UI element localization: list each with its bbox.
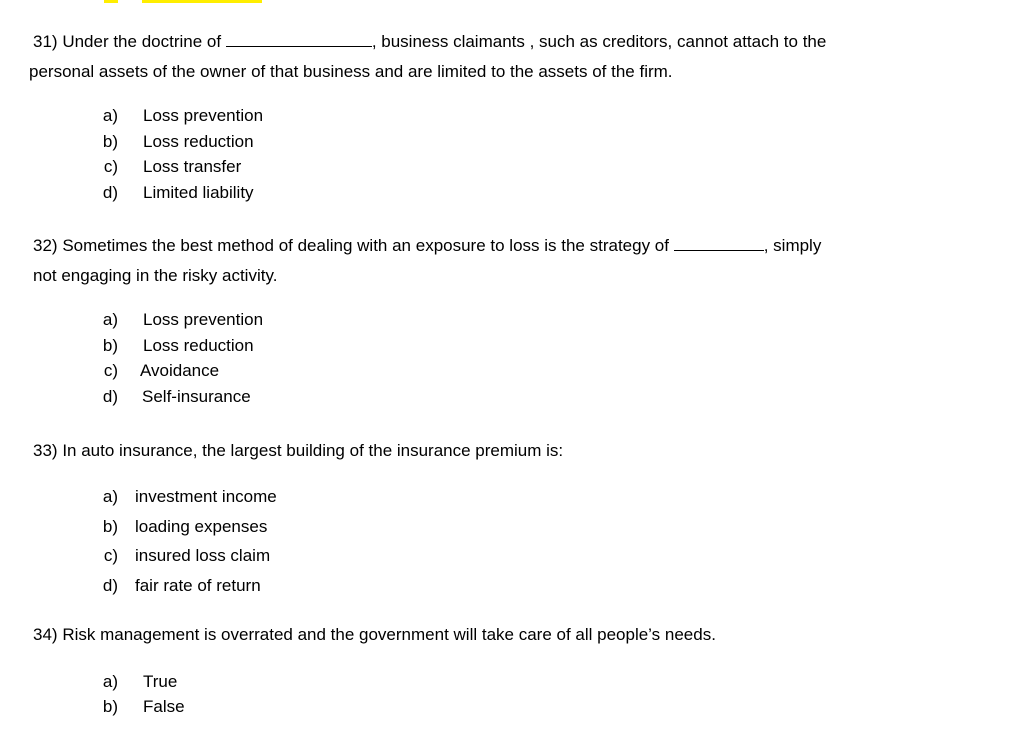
stem-text-after-blank: , simply — [763, 236, 822, 255]
option-text: Self-insurance — [142, 386, 251, 406]
option-item[interactable] — [100, 546, 271, 576]
question-number: 32) — [33, 236, 58, 255]
stem-text-line2: not engaging in the risky activity. — [33, 266, 278, 285]
stem-text-line2: personal assets of the owner of that business and are limited to the assets of the firm. — [29, 62, 673, 81]
option-text: investment income — [135, 487, 277, 506]
option-letter: a) — [102, 106, 118, 125]
option-text: False — [143, 696, 185, 716]
question-number: 33) — [33, 441, 58, 460]
option-letter: b) — [102, 516, 118, 536]
option-letter: d) — [102, 575, 118, 595]
option-text: fair rate of return — [135, 575, 261, 595]
option-text: Avoidance — [140, 361, 220, 380]
option-letter: c) — [103, 546, 118, 565]
option-letter: c) — [103, 361, 118, 380]
option-letter: b) — [102, 696, 118, 716]
option-item[interactable] — [100, 696, 185, 722]
option-item[interactable] — [100, 131, 254, 158]
highlight-mark-left — [104, 0, 118, 3]
option-letter: d) — [102, 386, 118, 406]
question-34-options — [100, 672, 185, 721]
option-item[interactable] — [100, 361, 220, 387]
option-item[interactable] — [100, 386, 251, 413]
option-item[interactable] — [100, 575, 261, 606]
option-text: Loss reduction — [143, 131, 254, 151]
answer-blank — [674, 236, 764, 251]
stem-text: Risk management is overrated and the government will take care of all people’s needs. — [62, 625, 716, 644]
option-text: Loss prevention — [143, 310, 264, 329]
answer-blank — [226, 32, 372, 47]
option-item[interactable] — [100, 182, 254, 209]
option-item[interactable] — [100, 106, 264, 132]
option-item[interactable] — [100, 487, 277, 517]
option-letter: a) — [102, 672, 118, 691]
question-31-options — [100, 106, 264, 208]
option-text: loading expenses — [135, 516, 268, 536]
option-item[interactable] — [100, 516, 268, 547]
question-33-stem — [33, 436, 563, 466]
option-text: True — [143, 672, 178, 691]
option-text: Limited liability — [143, 182, 254, 202]
option-letter: c) — [103, 157, 118, 176]
stem-text-before-blank: Under the doctrine of — [62, 32, 222, 51]
option-text: Loss prevention — [143, 106, 264, 125]
option-item[interactable] — [100, 672, 178, 697]
option-letter: a) — [102, 487, 118, 506]
question-number: 34) — [33, 625, 58, 644]
option-letter: a) — [102, 310, 118, 329]
option-letter: b) — [102, 131, 118, 151]
option-item[interactable] — [100, 310, 264, 336]
highlight-mark — [142, 0, 262, 3]
option-text: Loss reduction — [143, 335, 254, 355]
option-item[interactable] — [100, 157, 242, 183]
stem-text-after-blank: , business claimants , such as creditors, cannot attach to the — [371, 32, 827, 51]
question-number: 31) — [33, 32, 58, 51]
stem-text-before-blank: Sometimes the best method of dealing with an exposure to loss is the strategy of — [62, 236, 669, 255]
question-33-options — [100, 487, 277, 605]
question-32-options — [100, 310, 264, 412]
option-letter: d) — [102, 182, 118, 202]
question-31-stem — [29, 27, 827, 87]
option-text: insured loss claim — [135, 546, 271, 565]
option-item[interactable] — [100, 335, 254, 362]
option-text: Loss transfer — [143, 157, 242, 176]
question-32-stem — [33, 231, 821, 291]
option-letter: b) — [102, 335, 118, 355]
question-34-stem — [33, 620, 716, 650]
stem-text: In auto insurance, the largest building of the insurance premium is: — [62, 441, 564, 460]
